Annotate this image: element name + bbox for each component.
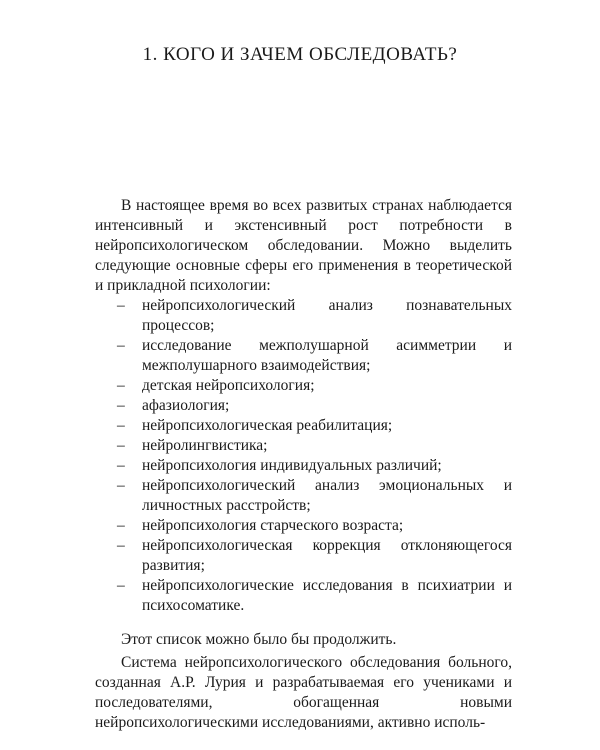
list-item [95,516,512,536]
list-item [95,476,512,516]
list-item [95,536,512,576]
bullet-dash: – [117,517,125,534]
bullet-dash: – [117,477,125,494]
list-item-text: афазиология; [142,397,230,414]
list-item-text: нейролингвистика; [142,437,268,454]
bullet-dash: – [117,297,125,314]
bullet-dash: – [117,437,125,454]
closing-sentence: Этот список можно было бы продолжить. [121,631,397,648]
list-item-text: детская нейропсихология; [142,377,315,394]
list-item-text: нейропсихологические исследования в психиатрии и психосоматике. [142,577,512,614]
bullet-dash: – [117,337,125,354]
bullet-dash: – [117,377,125,394]
list-item [95,296,512,336]
list-item [95,436,512,456]
list-item [95,416,512,436]
list-item-text: нейропсихологический анализ познавательных процессов; [142,297,512,334]
bullet-dash: – [117,577,125,594]
continuation-paragraph: Система нейропсихологического обследования больного, созданная А.Р. Лурия и разрабатываемая его учениками и последователями, обогащенная новыми нейропсихологическими исследованиями, активно исполь- [95,654,512,731]
list-item-text: нейропсихология старческого возраста; [142,517,404,534]
list-item-text: нейропсихологический анализ эмоциональных и личностных расстройств; [142,477,512,514]
list-item-text: нейропсихологическая коррекция отклоняющегося развития; [142,537,512,574]
application-areas-list [95,296,512,616]
bullet-dash: – [117,457,125,474]
intro-section [95,196,512,616]
list-item [95,336,512,376]
bullet-dash: – [117,417,125,434]
list-item [95,576,512,616]
bullet-dash: – [117,537,125,554]
list-item-text: исследование межполушарной асимметрии и межполушарного взаимодействия; [142,337,512,374]
intro-paragraph: В настоящее время во всех развитых странах наблюдается интенсивный и экстенсивный рост потребности в нейропсихологическом обследовании. Можно выделить следующие основные сферы его применения в теоретической и прикладной психологии: [95,197,512,294]
chapter-heading: 1. КОГО И ЗАЧЕМ ОБСЛЕДОВАТЬ? [142,44,458,65]
list-item [95,396,512,416]
bullet-dash: – [117,397,125,414]
list-item-text: нейропсихологическая реабилитация; [142,417,393,434]
list-item-text: нейропсихология индивидуальных различий; [142,457,442,474]
closing-section [95,630,512,733]
list-item [95,456,512,476]
list-item [95,376,512,396]
